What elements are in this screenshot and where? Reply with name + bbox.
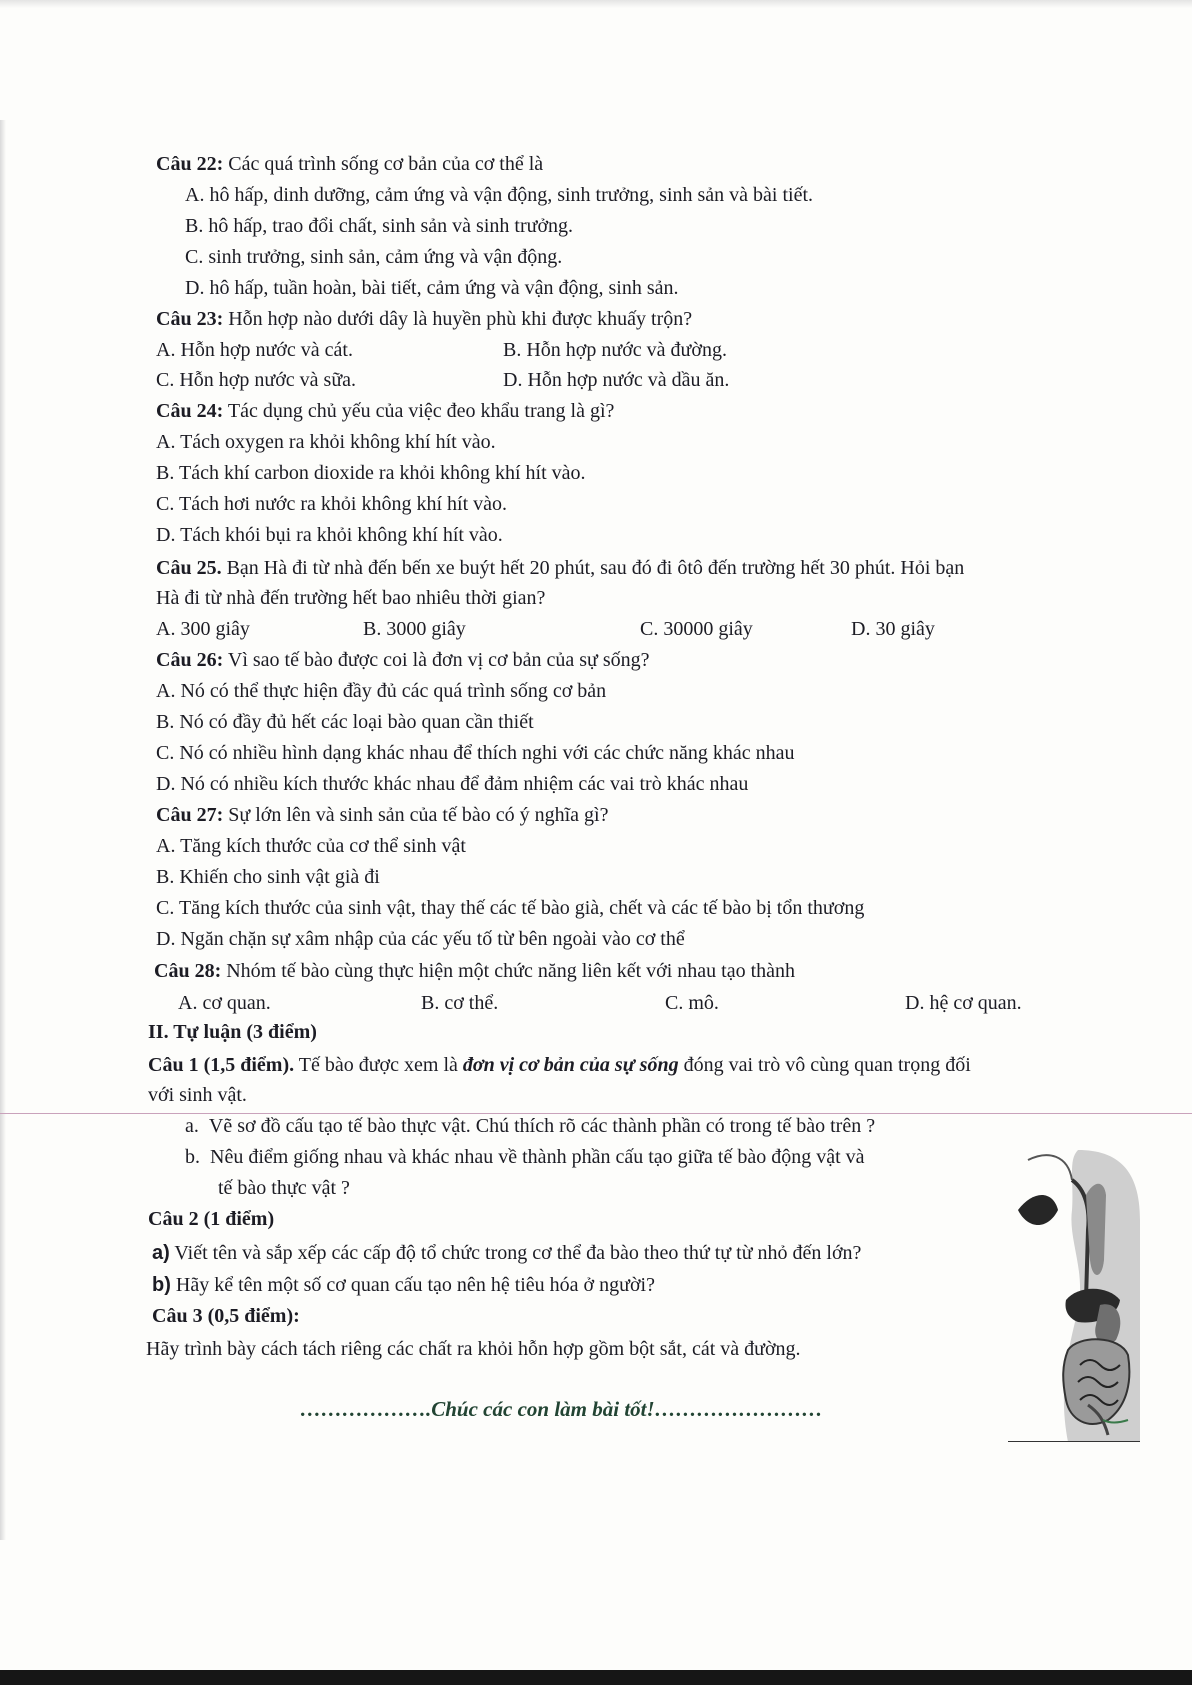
essay-1-a-text: Vẽ sơ đồ cấu tạo tế bào thực vật. Chú thích rõ các thành phần có trong tế bào trên ?	[208, 1115, 876, 1137]
q28-text: Nhóm tế bào cùng thực hiện một chức năng liên kết với nhau tạo thành	[221, 960, 796, 982]
essay-1-item-a	[185, 1113, 875, 1139]
essay-3-text: Hãy trình bày cách tách riêng các chất ra khỏi hỗn hợp gồm bột sắt, cát và đường.	[146, 1338, 801, 1360]
essay-2-a-mark: a)	[152, 1242, 170, 1264]
essay-2-item-a	[152, 1240, 861, 1266]
q24-label: Câu 24:	[156, 400, 224, 422]
essay-1-post: đóng vai trò vô cùng quan trọng đối	[678, 1054, 971, 1076]
q22-option-d: D. hô hấp, tuần hoàn, bài tiết, cảm ứng và vận động, sinh sản.	[185, 277, 679, 299]
q27-option-c: C. Tăng kích thước của sinh vật, thay thế các tế bào già, chết và các tế bào bị tổn thương	[156, 897, 865, 919]
q27-option-b: B. Khiến cho sinh vật già đi	[156, 866, 380, 888]
q26-label: Câu 26:	[156, 649, 224, 671]
q25-option-c: C. 30000 giây	[640, 618, 753, 640]
essay-2-a-text: Viết tên và sắp xếp các cấp độ tổ chức trong cơ thể đa bào theo thứ tự từ nhỏ đến lớn?	[169, 1242, 862, 1264]
essay-1-stem-line2: với sinh vật.	[148, 1084, 247, 1106]
q23-text: Hỗn hợp nào dưới dây là huyền phù khi được khuấy trộn?	[223, 308, 693, 330]
q28-label: Câu 28:	[154, 960, 222, 982]
q25-text: Bạn Hà đi từ nhà đến bến xe buýt hết 20 phút, sau đó đi ôtô đến trường hết 30 phút. Hỏi bạn	[221, 557, 965, 579]
q22-stem	[156, 151, 543, 177]
essay-2-b-mark: b)	[152, 1274, 171, 1296]
q28-option-c: C. mô.	[665, 992, 719, 1014]
closing-wish: ……………….Chúc các con làm bài tốt!……………………	[300, 1397, 823, 1421]
q28-option-b: B. cơ thể.	[421, 992, 499, 1014]
q27-label: Câu 27:	[156, 804, 224, 826]
essay-1-stem	[148, 1052, 971, 1078]
q27-stem	[156, 802, 608, 828]
q23-label: Câu 23:	[156, 308, 224, 330]
q26-option-c: C. Nó có nhiều hình dạng khác nhau để thích nghi với các chức năng khác nhau	[156, 742, 795, 764]
q22-option-b: B. hô hấp, trao đổi chất, sinh sản và sinh trưởng.	[185, 215, 574, 237]
q23-option-d: D. Hỗn hợp nước và dầu ăn.	[503, 369, 730, 391]
q25-option-a: A. 300 giây	[156, 618, 250, 640]
section-2-title: II. Tự luận (3 điểm)	[148, 1021, 317, 1043]
q26-stem	[156, 647, 650, 673]
essay-2-b-text: Hãy kể tên một số cơ quan cấu tạo nên hệ tiêu hóa ở người?	[170, 1274, 655, 1296]
q22-text: Các quá trình sống cơ bản của cơ thể là	[223, 153, 544, 175]
q24-stem	[156, 398, 614, 424]
essay-1-pre: Tế bào được xem là	[294, 1054, 463, 1076]
q24-option-d: D. Tách khói bụi ra khỏi không khí hít vào.	[156, 524, 503, 546]
essay-1-b-mark: b.	[185, 1146, 200, 1168]
q23-option-b: B. Hỗn hợp nước và đường.	[503, 339, 727, 361]
q27-option-d: D. Ngăn chặn sự xâm nhập của các yếu tố từ bên ngoài vào cơ thể	[156, 928, 685, 950]
q27-text: Sự lớn lên và sinh sản của tế bào có ý nghĩa gì?	[223, 804, 609, 826]
q27-option-a: A. Tăng kích thước của cơ thể sinh vật	[156, 835, 466, 857]
q25-stem	[156, 555, 964, 581]
essay-1-label: Câu 1 (1,5 điểm).	[148, 1054, 295, 1076]
q28-option-d: D. hệ cơ quan.	[905, 992, 1022, 1014]
essay-1-item-b	[185, 1144, 865, 1170]
q26-option-a: A. Nó có thể thực hiện đầy đủ các quá trình sống cơ bản	[156, 680, 607, 702]
q28-option-a: A. cơ quan.	[178, 992, 271, 1014]
scan-edge-bottom	[0, 1670, 1192, 1685]
q23-option-a: A. Hỗn hợp nước và cát.	[156, 339, 353, 361]
essay-3-label: Câu 3 (0,5 điểm):	[152, 1305, 300, 1327]
essay-1-emphasis: đơn vị cơ bản của sự sống	[462, 1054, 679, 1076]
q25-option-d: D. 30 giây	[851, 618, 935, 640]
q25-option-b: B. 3000 giây	[363, 618, 466, 640]
q26-text: Vì sao tế bào được coi là đơn vị cơ bản của sự sống?	[223, 649, 650, 671]
scan-edge-top	[0, 0, 1192, 8]
q22-option-a: A. hô hấp, dinh dưỡng, cảm ứng và vận động, sinh trưởng, sinh sản và bài tiết.	[185, 184, 814, 206]
q22-option-c: C. sinh trưởng, sinh sản, cảm ứng và vận động.	[185, 246, 563, 268]
q26-option-b: B. Nó có đầy đủ hết các loại bào quan cần thiết	[156, 711, 534, 733]
essay-1-b-text: Nêu điểm giống nhau và khác nhau về thành phần cấu tạo giữa tế bào động vật và	[210, 1146, 865, 1168]
essay-1-a-mark: a.	[185, 1115, 199, 1137]
essay-2-label: Câu 2 (1 điểm)	[148, 1208, 275, 1230]
q23-option-c: C. Hỗn hợp nước và sữa.	[156, 369, 357, 391]
q24-option-b: B. Tách khí carbon dioxide ra khỏi không khí hít vào.	[156, 462, 586, 484]
q24-text: Tác dụng chủ yếu của việc đeo khẩu trang là gì?	[223, 400, 615, 422]
q25-stem-line2: Hà đi từ nhà đến trường hết bao nhiêu thời gian?	[156, 587, 546, 609]
essay-1-item-b-line2: tế bào thực vật ?	[218, 1177, 350, 1199]
scan-edge-left	[0, 120, 6, 1540]
q24-option-a: A. Tách oxygen ra khỏi không khí hít vào.	[156, 431, 496, 453]
q22-label: Câu 22:	[156, 153, 224, 175]
q26-option-d: D. Nó có nhiều kích thước khác nhau để đảm nhiệm các vai trò khác nhau	[156, 773, 749, 795]
figure-baseline	[1008, 1441, 1140, 1442]
q25-label: Câu 25.	[156, 557, 222, 579]
essay-2-item-b	[152, 1272, 655, 1298]
q23-stem	[156, 306, 692, 332]
digestive-system-illustration	[1008, 1150, 1140, 1442]
q28-stem	[154, 958, 795, 984]
q24-option-c: C. Tách hơi nước ra khỏi không khí hít vào.	[156, 493, 508, 515]
